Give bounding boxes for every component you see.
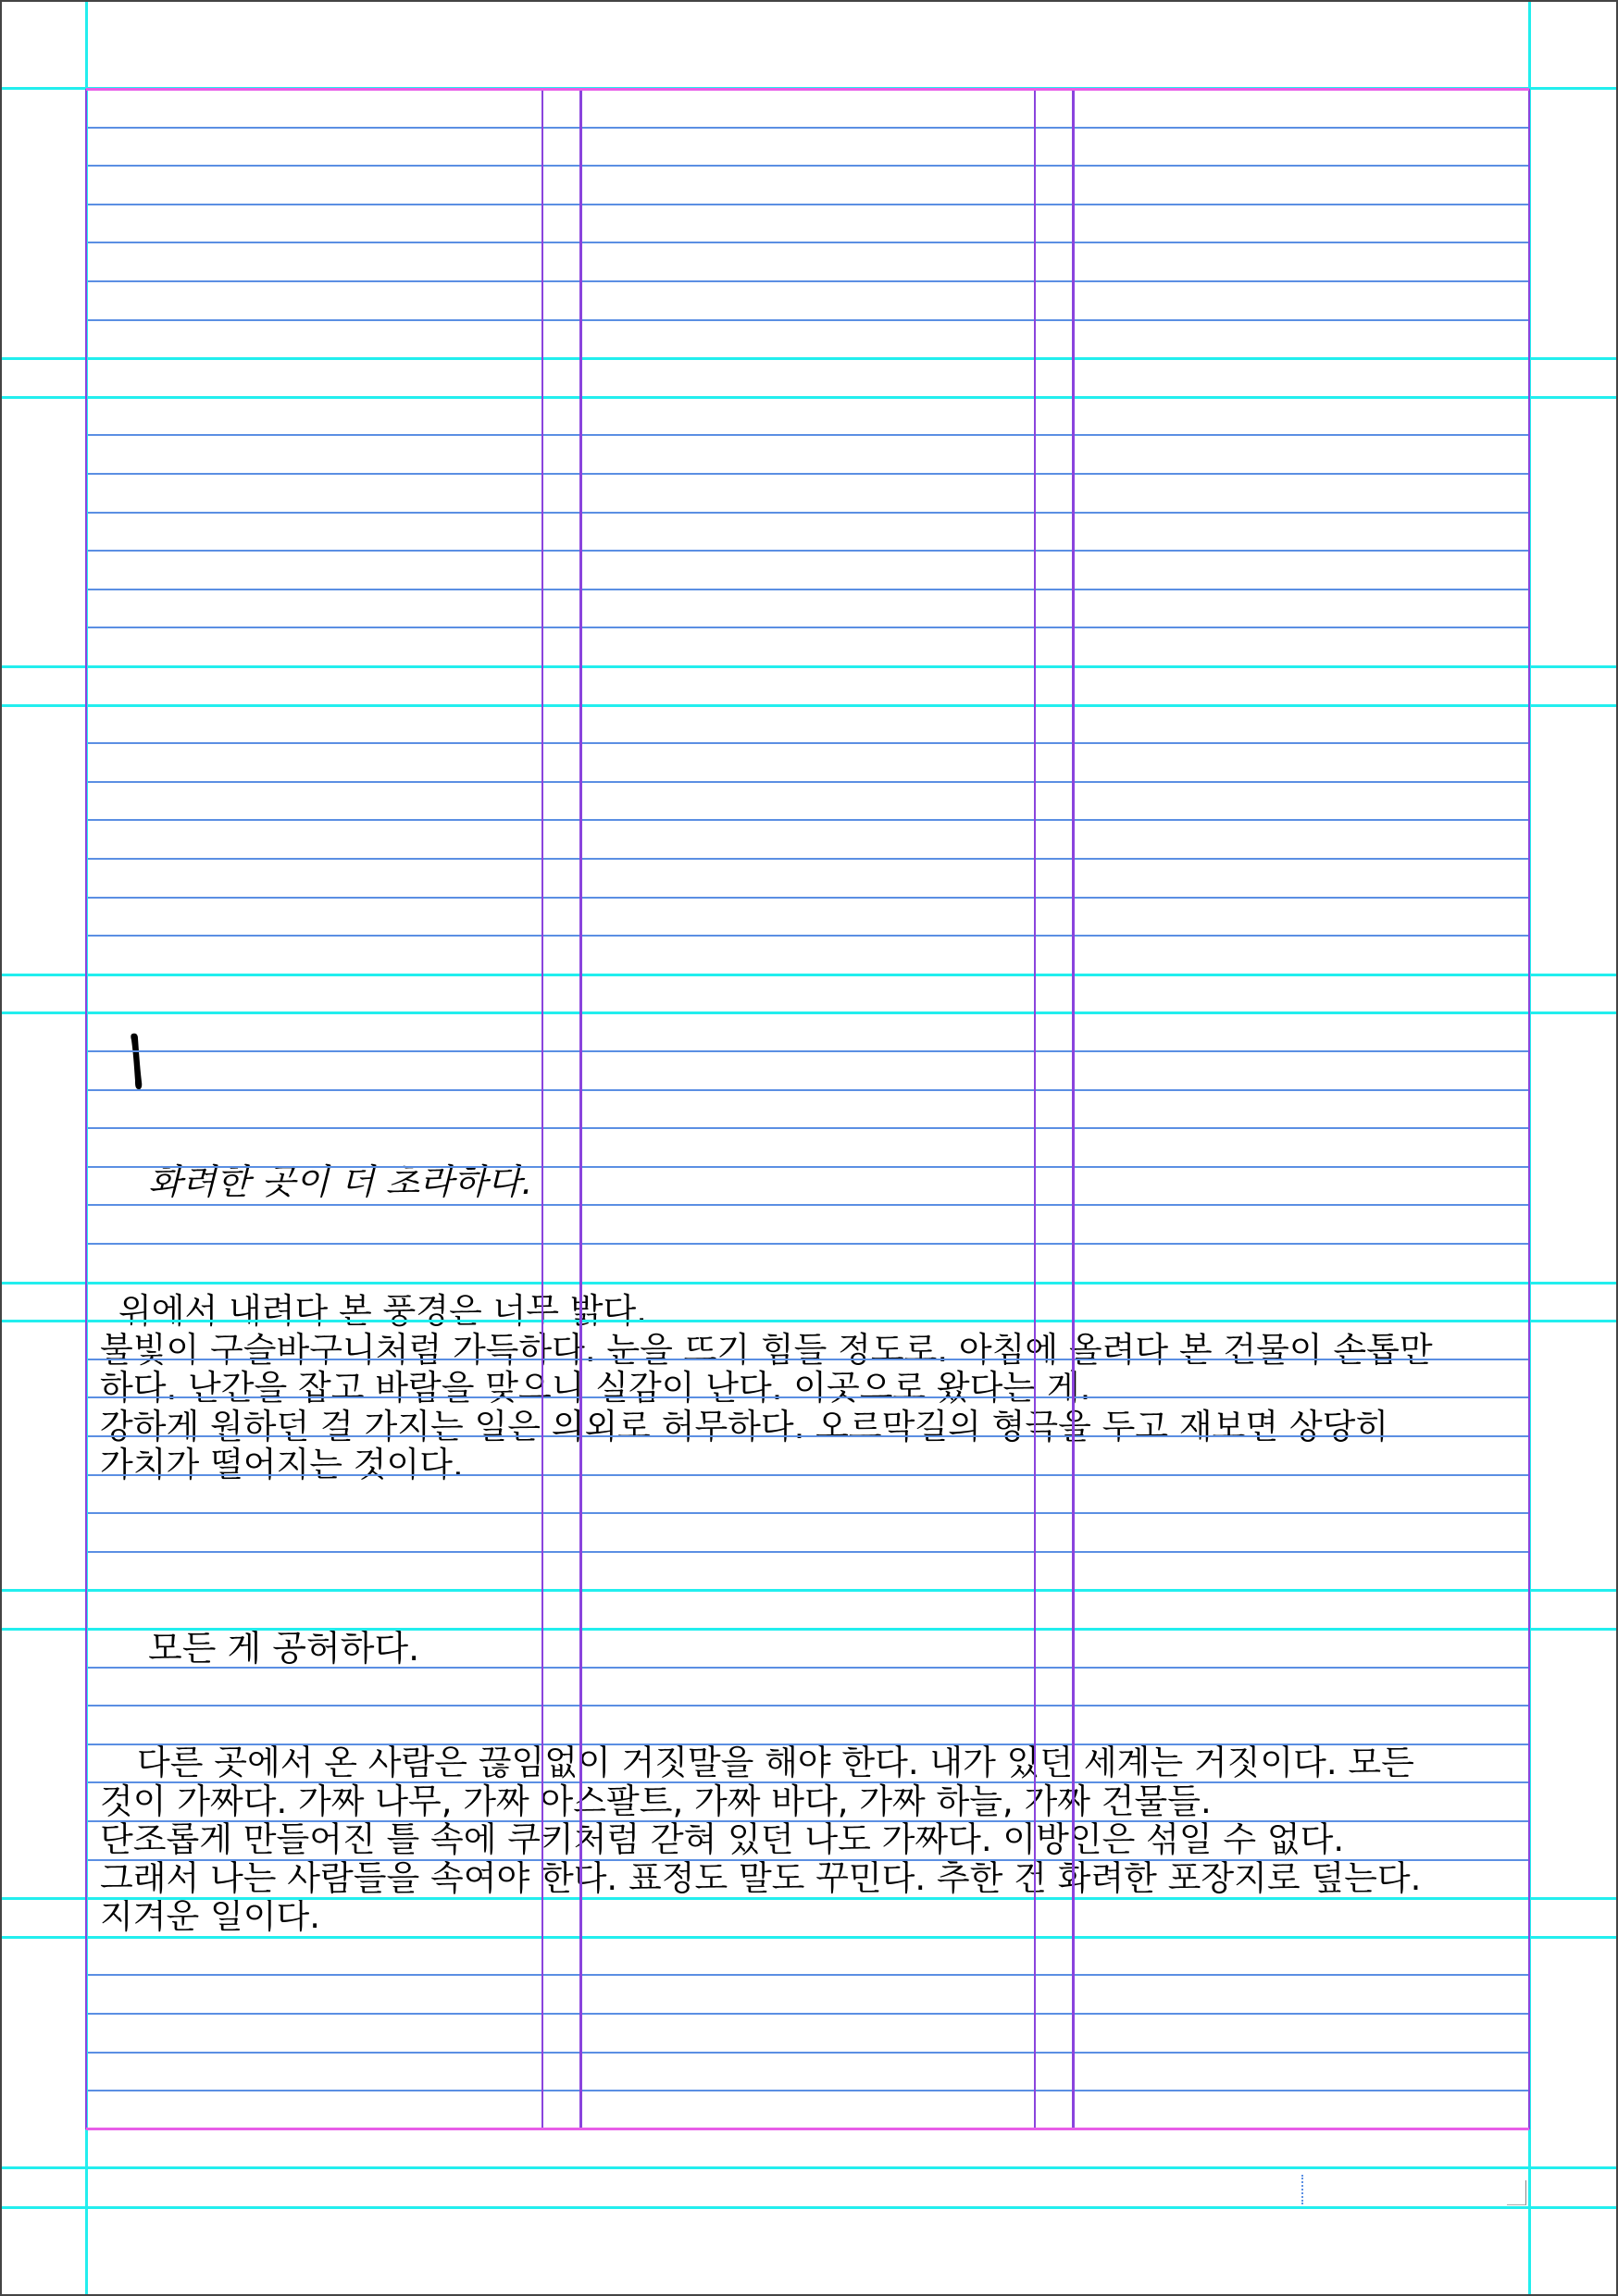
paragraph-line: 하다. 난간을 잡고 바람을 맞으니 실감이 난다. 이곳으로 왔다는 게. bbox=[100, 1368, 1091, 1409]
paragraph-line: 위에서 내려다 본 풍경은 너무 밝다. bbox=[118, 1291, 647, 1331]
paragraph-line: 단조롭게 만들어진 틀 속에 쿠키처럼 갇혀 있던 나도 가짜다. 이방인은 섞일 수 없다. bbox=[100, 1819, 1345, 1860]
paragraph-line: 것이 가짜다. 가짜 나무, 가짜 아스팔트, 가짜 바다, 가짜 하늘, 가짜 건물들. bbox=[100, 1781, 1212, 1821]
paragraph-line: 가치가 떨어지는 것이다. bbox=[100, 1445, 464, 1485]
paragraph-line: 불빛이 구슬바구니처럼 가득하다. 눈을 뜨기 힘들 정도로. 아침에 올려다 본 건물이 손톱만 bbox=[100, 1329, 1433, 1370]
paragraph-line: 다른 곳에서 온 사람은 끊임없이 거짓말을 해야 한다. 내가 있던 세계는 거짓이다. 모든 bbox=[137, 1743, 1414, 1782]
section-heading-2: 모든 게 공허하다. bbox=[148, 1628, 420, 1669]
chapter-number-one bbox=[128, 1031, 148, 1092]
paragraph-1 bbox=[100, 1292, 1525, 1484]
section-heading-1: 화려한 곳이 더 초라하다. bbox=[148, 1161, 533, 1202]
paragraph-line: 강하게 원하던 걸 가지는 일은 의외로 허무하다. 오르막길의 형극을 두고 재보면 상당히 bbox=[100, 1406, 1389, 1446]
paragraph-line: 그래서 나는 사람들을 속여야 한다. 표정도 말도 꾸민다. 추한 건 화려한 포장지로 덮는다. bbox=[100, 1857, 1422, 1898]
paragraph-2 bbox=[100, 1744, 1525, 1936]
paragraph-line: 지겨운 일이다. bbox=[100, 1896, 320, 1937]
